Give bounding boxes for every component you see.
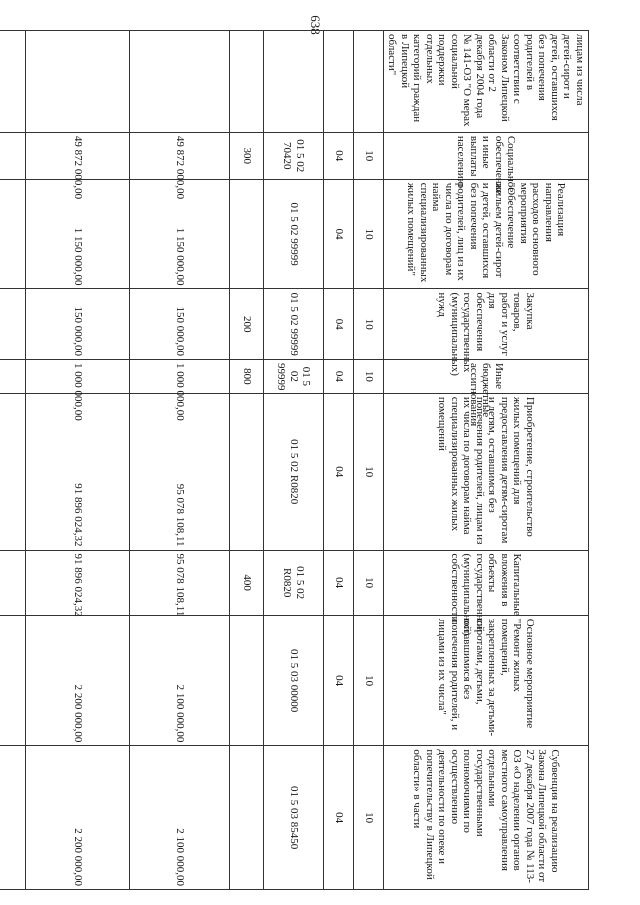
row-section: 10 xyxy=(354,289,384,359)
page-number: 638 xyxy=(308,15,323,35)
row-expense-type: 800 xyxy=(230,359,264,393)
row-name: Реализация направления расходов основного мероприятия "Обеспечение жильем детей-сирот и детей, оставшихся без попечения родителей, лиц из их числа по договорам найма специализированных жилых помещений" xyxy=(384,179,589,289)
row-amount-2: 49 872 000,00 xyxy=(26,132,130,179)
row-expense-type xyxy=(230,615,264,746)
row-subsection: 04 xyxy=(324,359,354,393)
row-amount-1: 95 078 108,11 xyxy=(130,550,230,615)
row-amount-3 xyxy=(0,289,26,359)
row-subsection: 04 xyxy=(324,746,354,890)
row-amount-3 xyxy=(0,179,26,289)
row-amount-3 xyxy=(0,550,26,615)
row-subsection: 04 xyxy=(324,289,354,359)
row-subsection: 04 xyxy=(324,179,354,289)
row-amount-1: 1 150 000,00 xyxy=(130,179,230,289)
row-name: Закупка товаров, работ и услуг для обеспечения государственных (муниципальных) нужд xyxy=(384,289,589,359)
field-row-c3 xyxy=(264,31,324,890)
row-amount-2: 91 896 024,32 xyxy=(26,550,130,615)
row-target-article: 01 5 02 70420 xyxy=(264,132,324,179)
row-subsection: 04 xyxy=(324,393,354,550)
row-amount-1: 1 000 000,00 xyxy=(130,359,230,393)
row-target-article: 01 5 03 00000 xyxy=(264,615,324,746)
row-subsection: 04 xyxy=(324,615,354,746)
row-target-article: 01 5 02 99999 xyxy=(264,359,324,393)
row-name: Основное мероприятие "Ремонт жилых помещений, закрепленных за детьми-сиротами, детьми, оставшимися без попечения родителей, и лицами из их числа" xyxy=(384,615,589,746)
field-row-c4 xyxy=(230,31,264,890)
row-name: лицам из числа детей-сирот и детей, оставшихся без попечения родителей в соответствии с Законом Липецкой области от 2 декабря 2004 года № 141-ОЗ "О мерах социальной поддержки отдельных категорий граждан в Липецкой области" xyxy=(384,31,589,133)
field-row-v2 xyxy=(26,31,130,890)
row-section: 10 xyxy=(354,179,384,289)
row-target-article: 01 5 02 99999 xyxy=(264,179,324,289)
row-expense-type xyxy=(230,746,264,890)
budget-table xyxy=(0,30,589,890)
row-amount-2: 1 000 000,00 xyxy=(26,359,130,393)
table-body xyxy=(0,31,589,890)
row-name: Социальное обеспечение и иные выплаты населению xyxy=(384,132,589,179)
row-amount-2: 150 000,00 xyxy=(26,289,130,359)
row-section: 10 xyxy=(354,393,384,550)
row-target-article: 01 5 03 85450 xyxy=(264,746,324,890)
row-amount-3 xyxy=(0,393,26,550)
row-amount-3 xyxy=(0,132,26,179)
field-row-v3 xyxy=(0,31,26,890)
row-target-article xyxy=(264,31,324,133)
row-section: 10 xyxy=(354,132,384,179)
row-subsection xyxy=(324,31,354,133)
row-amount-1: 49 872 000,00 xyxy=(130,132,230,179)
row-expense-type xyxy=(230,179,264,289)
row-section xyxy=(354,31,384,133)
row-section: 10 xyxy=(354,550,384,615)
field-row-c2 xyxy=(324,31,354,890)
row-target-article: 01 5 02 R0820 xyxy=(264,550,324,615)
row-amount-1: 95 078 108,11 xyxy=(130,393,230,550)
field-row-name xyxy=(384,31,589,890)
row-amount-1 xyxy=(130,31,230,133)
row-amount-3 xyxy=(0,359,26,393)
budget-table-container xyxy=(71,30,589,890)
row-amount-2 xyxy=(26,31,130,133)
row-name: Капитальные вложения в объекты государственной (муниципальной) собственности xyxy=(384,550,589,615)
row-name: Иные бюджетные ассигнования xyxy=(384,359,589,393)
row-amount-3 xyxy=(0,615,26,746)
row-subsection: 04 xyxy=(324,132,354,179)
row-amount-2: 1 150 000,00 xyxy=(26,179,130,289)
row-target-article: 01 5 02 R0820 xyxy=(264,393,324,550)
row-amount-2: 2 200 000,00 xyxy=(26,746,130,890)
row-section: 10 xyxy=(354,615,384,746)
row-subsection: 04 xyxy=(324,550,354,615)
row-amount-3 xyxy=(0,31,26,133)
row-amount-1: 2 100 000,00 xyxy=(130,746,230,890)
field-row-v1 xyxy=(130,31,230,890)
row-expense-type: 400 xyxy=(230,550,264,615)
row-expense-type: 200 xyxy=(230,289,264,359)
row-name: Субвенция на реализацию Закона Липецкой области от 27 декабря 2007 года № 113-ОЗ «О наделении органов местного самоуправления отдельными государственными полномочиями по осуществлению деятельности по опеке и попечительству в Липецкой области» в части xyxy=(384,746,589,890)
row-target-article: 01 5 02 99999 xyxy=(264,289,324,359)
row-amount-2: 2 200 000,00 xyxy=(26,615,130,746)
field-row-c1 xyxy=(354,31,384,890)
row-amount-1: 150 000,00 xyxy=(130,289,230,359)
row-expense-type xyxy=(230,31,264,133)
row-amount-2: 91 896 024,32 xyxy=(26,393,130,550)
row-amount-3 xyxy=(0,746,26,890)
row-amount-1: 2 100 000,00 xyxy=(130,615,230,746)
row-section: 10 xyxy=(354,746,384,890)
row-expense-type: 300 xyxy=(230,132,264,179)
row-name: Приобретение, строительство жилых помещений для предоставления детям-сиротам и детям, оставшимся без попечения родителей, лицам из их числа по договорам найма специализированных жилых помещений xyxy=(384,393,589,550)
row-expense-type xyxy=(230,393,264,550)
row-section: 10 xyxy=(354,359,384,393)
